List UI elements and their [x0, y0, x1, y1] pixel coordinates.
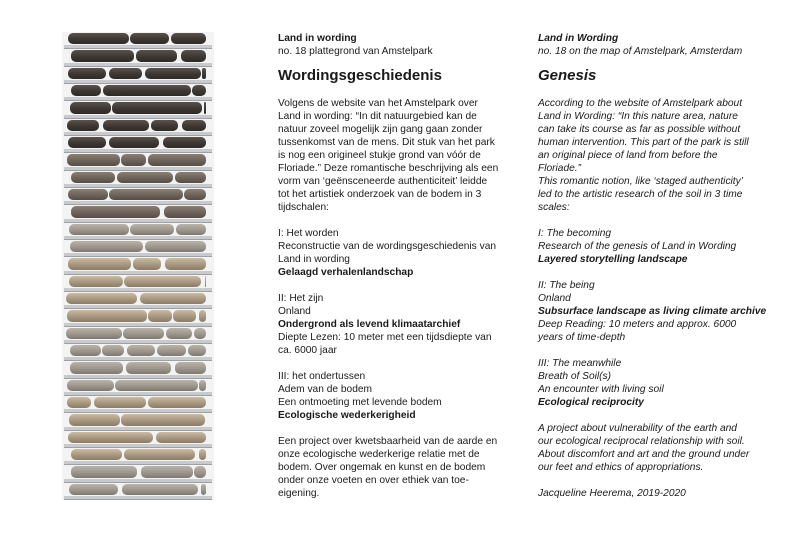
- soil-core-segment: [175, 172, 206, 183]
- text-line: led to the artistic research of the soil in 3 time: [538, 189, 743, 200]
- dutch-title: Land in wording: [278, 33, 357, 44]
- soil-core-tray: [62, 205, 214, 222]
- soil-core-segment: [130, 224, 174, 235]
- soil-core-segment: [68, 137, 106, 148]
- soil-core-segment: [69, 224, 129, 235]
- text-line: tot het artistiek onderzoek van de bodem in 3: [278, 189, 482, 200]
- section-keyword: Subsurface landscape as living climate archive: [538, 306, 767, 317]
- soil-core-segment: [164, 206, 206, 217]
- soil-core-segment: [66, 328, 122, 339]
- soil-core-segment: [67, 310, 147, 321]
- soil-core-segment: [127, 345, 155, 356]
- text-line: tussenkomst van de mens. Dit stuk van het park: [278, 137, 495, 148]
- dutch-closing: [278, 435, 510, 500]
- soil-core-segment: [148, 154, 206, 165]
- soil-core-tray: [62, 188, 214, 205]
- text-line: an original piece of land from before the: [538, 150, 718, 161]
- soil-core-segment: [130, 33, 169, 44]
- soil-core-segment: [115, 380, 198, 391]
- soil-core-tray: [62, 257, 214, 274]
- english-closing: [538, 422, 770, 474]
- soil-core-tray: [62, 49, 214, 66]
- soil-core-tray: [62, 119, 214, 136]
- soil-core-segment: [199, 449, 206, 460]
- soil-core-segment: [69, 276, 123, 287]
- section-title: I: The becoming: [538, 228, 612, 239]
- soil-core-segment: [171, 33, 206, 44]
- text-line: our ecological reciprocal relationship with soil.: [538, 436, 745, 447]
- soil-core-segment: [163, 137, 206, 148]
- soil-core-segment: [199, 310, 206, 321]
- text-line: About discomfort and art and the ground under: [538, 449, 750, 460]
- soil-core-segment: [71, 85, 101, 96]
- soil-core-segment: [68, 33, 129, 44]
- soil-core-tray: [62, 361, 214, 378]
- soil-core-tray: [62, 240, 214, 257]
- dutch-section-1: [278, 227, 510, 279]
- soil-core-segment: [67, 120, 99, 131]
- soil-core-segment: [165, 258, 206, 269]
- section-title: II: Het zijn: [278, 293, 324, 304]
- soil-core-segment: [70, 102, 111, 113]
- soil-core-photo: [62, 32, 214, 500]
- text-line: Floriade.” Deze romantische beschrijving als een: [278, 163, 499, 174]
- soil-core-tray: [62, 292, 214, 309]
- section-title: III: The meanwhile: [538, 358, 622, 369]
- section-keyword: Ecologische wederkerigheid: [278, 410, 416, 421]
- soil-core-segment: [70, 362, 123, 373]
- dutch-section-2: [278, 292, 510, 357]
- soil-core-tray: [62, 171, 214, 188]
- dutch-column: [278, 32, 510, 500]
- text-line: human intervention. This part of the park is still: [538, 137, 749, 148]
- soil-core-segment: [70, 241, 143, 252]
- soil-core-segment: [109, 189, 183, 200]
- soil-core-tray: [62, 101, 214, 118]
- text-line: Land in wording: [278, 254, 350, 265]
- soil-core-segment: [176, 224, 206, 235]
- section-title: III: het ondertussen: [278, 371, 366, 382]
- soil-core-segment: [123, 328, 164, 339]
- soil-core-segment: [94, 397, 146, 408]
- soil-core-segment: [145, 68, 201, 79]
- soil-core-segment: [67, 380, 114, 391]
- soil-core-tray: [62, 431, 214, 448]
- english-section-3: [538, 357, 770, 409]
- text-line: A project about vulnerability of the earth and: [538, 423, 737, 434]
- text-line: scales:: [538, 202, 570, 213]
- soil-core-segment: [124, 276, 201, 287]
- text-line: Breath of Soil(s): [538, 371, 612, 382]
- text-line: Land in Wording: “In this nature area, nature: [538, 111, 738, 122]
- text-line: Land in wording: “In dit natuurgebied kan de: [278, 111, 477, 122]
- section-title: I: Het worden: [278, 228, 339, 239]
- soil-core-tray: [62, 275, 214, 292]
- text-line: our feet and ethics of appropriations.: [538, 462, 704, 473]
- soil-core-segment: [67, 154, 120, 165]
- section-keyword: Ondergrond als levend klimaatarchief: [278, 319, 461, 330]
- soil-core-segment: [184, 189, 206, 200]
- text-line: bodem. Over ongemak en kunst en de bodem: [278, 462, 486, 473]
- soil-core-segment: [71, 172, 115, 183]
- text-line: Volgens de website van het Amstelpark over: [278, 98, 478, 109]
- soil-core-tray: [62, 153, 214, 170]
- dutch-intro: [278, 97, 510, 214]
- soil-core-tray: [62, 483, 214, 500]
- soil-core-segment: [69, 414, 120, 425]
- section-keyword: Gelaagd verhalenlandschap: [278, 267, 414, 278]
- soil-core-segment: [117, 172, 173, 183]
- text-line: Onland: [538, 293, 571, 304]
- english-heading: Genesis: [538, 67, 597, 84]
- soil-core-segment: [166, 328, 192, 339]
- soil-core-segment: [126, 362, 171, 373]
- soil-core-segment: [202, 68, 206, 79]
- text-line: This romantic notion, like ‘staged authenticity’: [538, 176, 743, 187]
- soil-core-segment: [69, 484, 118, 495]
- soil-core-segment: [136, 50, 177, 61]
- english-subtitle: no. 18 on the map of Amstelpark, Amsterdam: [538, 46, 743, 57]
- tray-edge: [64, 496, 212, 500]
- soil-core-segment: [67, 397, 91, 408]
- soil-core-segment: [121, 154, 146, 165]
- soil-core-segment: [148, 397, 206, 408]
- soil-core-segment: [141, 466, 193, 477]
- soil-core-tray: [62, 448, 214, 465]
- text-line: Een project over kwetsbaarheid van de aarde en: [278, 436, 498, 447]
- soil-core-segment: [199, 380, 206, 391]
- text-line: years of time-depth: [538, 332, 626, 343]
- soil-core-segment: [71, 466, 137, 477]
- soil-core-tray: [62, 67, 214, 84]
- soil-core-segment: [156, 432, 206, 443]
- soil-core-segment: [68, 189, 108, 200]
- signature: Jacqueline Heerema, 2019-2020: [538, 488, 686, 499]
- soil-core-segment: [194, 466, 206, 477]
- soil-core-segment: [109, 137, 159, 148]
- soil-core-segment: [102, 345, 124, 356]
- text-line: is nog een origineel stukje grond van vóór de: [278, 150, 481, 161]
- text-line: Een ontmoeting met levende bodem: [278, 397, 442, 408]
- soil-core-tray: [62, 413, 214, 430]
- soil-core-segment: [66, 293, 137, 304]
- text-line: can take its course as far as possible without: [538, 124, 741, 135]
- soil-core-segment: [175, 362, 206, 373]
- soil-core-tray: [62, 379, 214, 396]
- text-line: Onland: [278, 306, 311, 317]
- soil-core-segment: [201, 484, 206, 495]
- english-title: Land in Wording: [538, 33, 619, 44]
- soil-core-tray: [62, 84, 214, 101]
- dutch-section-3: [278, 370, 510, 422]
- soil-core-tray: [62, 465, 214, 482]
- soil-core-segment: [109, 68, 142, 79]
- soil-core-segment: [140, 293, 206, 304]
- text-line: Adem van de bodem: [278, 384, 373, 395]
- soil-core-segment: [151, 120, 178, 131]
- soil-core-segment: [103, 85, 191, 96]
- soil-core-segment: [103, 120, 149, 131]
- english-intro: [538, 97, 770, 214]
- text-line: eigening.: [278, 488, 320, 499]
- section-keyword: Ecological reciprocity: [538, 397, 644, 408]
- section-title: II: The being: [538, 280, 595, 291]
- text-line: onder onze voeten en over ethiek van toe-: [278, 475, 469, 486]
- soil-core-tray: [62, 396, 214, 413]
- soil-core-segment: [112, 102, 202, 113]
- english-column: [538, 32, 770, 500]
- text-line: Reconstructie van de wordingsgeschiedenis van: [278, 241, 497, 252]
- text-line: vorm van ‘geënsceneerde authenticiteit’ leidde: [278, 176, 488, 187]
- soil-core-segment: [181, 50, 206, 61]
- soil-core-segment: [68, 258, 131, 269]
- soil-core-tray: [62, 344, 214, 361]
- soil-core-tray: [62, 32, 214, 49]
- text-line: ca. 6000 jaar: [278, 345, 337, 356]
- soil-core-segment: [70, 345, 101, 356]
- soil-core-segment: [124, 449, 195, 460]
- soil-core-segment: [71, 449, 122, 460]
- text-line: An encounter with living soil: [538, 384, 664, 395]
- soil-core-segment: [194, 328, 206, 339]
- soil-core-segment: [121, 414, 205, 425]
- dutch-subtitle: no. 18 plattegrond van Amstelpark: [278, 46, 433, 57]
- text-line: Research of the genesis of Land in Wording: [538, 241, 737, 252]
- text-line: According to the website of Amstelpark about: [538, 98, 743, 109]
- text-line: Diepte Lezen: 10 meter met een tijdsdiepte van: [278, 332, 492, 343]
- dutch-heading: Wordingsgeschiedenis: [278, 67, 442, 84]
- soil-core-segment: [173, 310, 196, 321]
- soil-core-segment: [148, 310, 172, 321]
- soil-core-segment: [192, 85, 206, 96]
- soil-core-segment: [71, 50, 134, 61]
- section-keyword: Layered storytelling landscape: [538, 254, 688, 265]
- text-line: tijdschalen:: [278, 202, 329, 213]
- soil-core-segment: [188, 345, 206, 356]
- text-line: Floriade.”: [538, 163, 582, 174]
- soil-core-tray: [62, 223, 214, 240]
- soil-core-segment: [68, 432, 153, 443]
- soil-core-tray: [62, 136, 214, 153]
- soil-core-segment: [204, 102, 206, 113]
- soil-core-segment: [157, 345, 186, 356]
- soil-core-segment: [133, 258, 161, 269]
- english-section-2: [538, 279, 770, 344]
- text-line: natuur zoveel mogelijk zijn gang gaan zonder: [278, 124, 483, 135]
- soil-core-segment: [182, 120, 206, 131]
- soil-core-segment: [145, 241, 206, 252]
- soil-core-segment: [71, 206, 160, 217]
- soil-core-segment: [122, 484, 198, 495]
- soil-core-tray: [62, 309, 214, 326]
- text-line: Deep Reading: 10 meters and approx. 6000: [538, 319, 737, 330]
- soil-core-segment: [205, 276, 206, 287]
- english-section-1: [538, 227, 770, 266]
- soil-core-tray: [62, 327, 214, 344]
- soil-core-segment: [68, 68, 106, 79]
- text-line: onze ecologische wederkerige relatie met de: [278, 449, 480, 460]
